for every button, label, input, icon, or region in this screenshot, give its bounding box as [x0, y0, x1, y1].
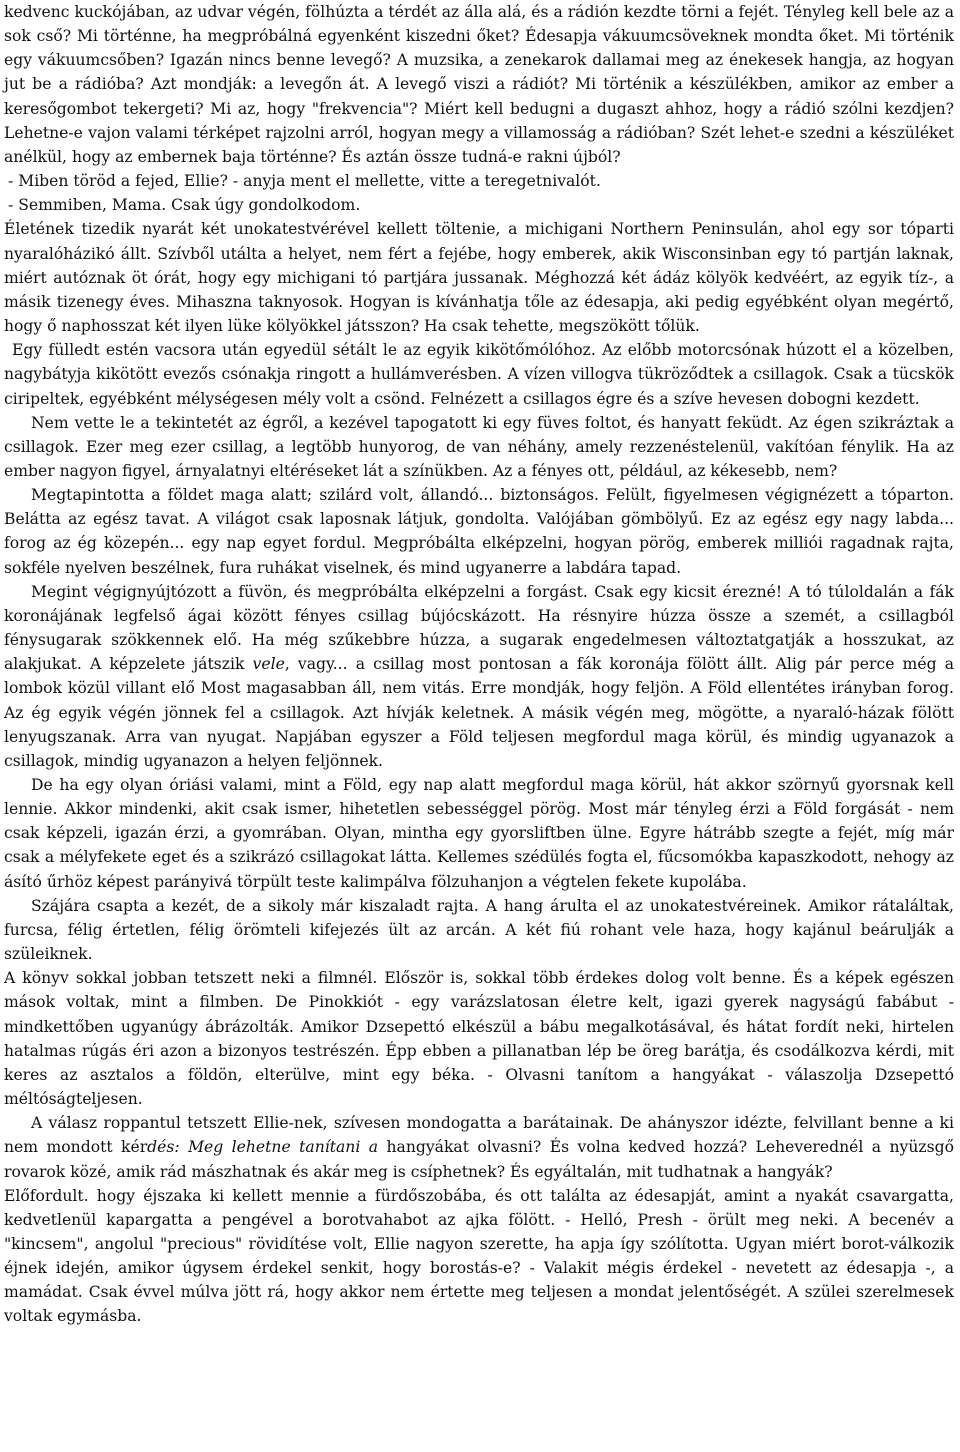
paragraph-text: Előfordult. hogy éjszaka ki kellett mennie a fürdőszobába, és ott találta az édesapját, amint a nyakát csavargatta, kedvetlenül kapargatta a pengével a borotvahabot az ajka fölött. - Helló, Presh - örült meg neki. A becenév a "kincsem", angolul "precious" rövidítése volt, Ellie nagyon szerette, ha apja így szólította. Ugyan miért borot-válkozik éjnek idején, amikor úgysem érdekel senkit, hogy borostás-e? - Valakit mégis érdekel - nevetett az édesapja -, a mamádat. Csak évvel múlva jött rá, hogy akkor nem értette meg teljesen a mondat jelentőségét. A szülei szerelmesek voltak egymásba. — [4, 1186, 954, 1326]
paragraph-text: Életének tizedik nyarát két unokatestvérével kellett töltenie, a michigani Northern Peninsulán, ahol egy sor tóparti nyaralóházikó állt. Szívből utálta a helyet, nem fért a fejébe, hogy emberek, akik Wisconsinban egy tó partján laknak, miért autóznak öt órát, hogy egy michigani tó partjára jussanak. Méghozzá két ádáz kölyök kedvéért, az egyik tíz-, a másik tizenegy éves. Mihaszna taknyosok. Hogyan is kívánhatja tőle az édesapja, aki pedig egyébként olyan megértő, hogy ő naphosszat két ilyen lüke kölyökkel játsszon? Ha csak tehette, megszökött tőlük. — [4, 220, 954, 336]
paragraph-text: A könyv sokkal jobban tetszett neki a filmnél. Először is, sokkal több érdekes dolog volt benne. És a képek egészen mások voltak, mint a filmben. De Pinokkiót - egy varázslatosan életre kelt, igazi gyerek nagyságú fabábut - mindkettőben ugyanúgy ábrázolták. Amikor Dzsepettó elkészül a bábu megalkotásával, és hátat fordít neki, hirtelen hatalmas rúgás éri azon a bizonyos testrészén. Épp ebben a pillanatban lép be öreg barátja, és csodálkozva kérdi, mit keres az asztalos a földön, elterülve, mint egy béka. - Olvasni tanítom a hangyákat - válaszolja Dzsepettó méltóságteljesen. — [4, 969, 954, 1109]
italic-phrase: dés: Meg lehetne tanítani a — [147, 1138, 379, 1157]
paragraph-text: - Semmiben, Mama. Csak úgy gondolkodom. — [8, 196, 361, 215]
paragraph-6 — [4, 411, 954, 483]
paragraph-text: Megint végignyújtózott a füvön, és megpróbálta elképzelni a forgást. Csak egy kicsit érezné! A tó túloldalán a fák koronájának legfelső ágai között fényes csillag bújócskázott. Ha résnyire húzza össze a szemét, a csillagból fénysugarak szökkennek elő. Ha még szűkebbre húzza, a sugarak engedelmesen változtatgatják a hosszukat, az alakjukat. A képzelete játszik — [4, 582, 954, 674]
paragraph-text: A válasz roppantul tetszett Ellie-nek, szívesen mondogatta a barátainak. De ahányszor idézte, felvillant benne a ki nem mondott kér — [4, 1114, 954, 1157]
paragraph-text: kedvenc kuckójában, az udvar végén, fölhúzta a térdét az álla alá, és a rádión kezdte törni a fejét. Tényleg kell bele az a sok cső? Mi történne, ha megpróbálná egyenként kiszedni őket? Édesapja vákuumcsöveknek mondta őket. Mi történik egy vákuumcsőben? Igazán nincs benne levegő? A muzsika, a zenekarok dallamai meg az énekesek hangja, az hogyan jut be a rádióba? Azt mondják: a levegőn át. A levegő viszi a rádiót? Mi történik a készülékben, amikor az ember a keresőgombot tekergeti? Mi az, hogy "frekvencia"? Miért kell bedugni a dugaszt ahhoz, hogy a rádió szólni kezdjen? Lehetne-e vajon valami térképet rajzolni arról, hogyan megy a villamosság a rádióban? Szét lehet-e szedni a készüléket anélkül, hogy az embernek baja történne? És aztán össze tudná-e rakni újból? — [4, 3, 954, 166]
dialog-line-2 — [4, 193, 954, 217]
italic-word: vele — [252, 655, 285, 674]
paragraph-text: - Miben töröd a fejed, Ellie? - anyja ment el mellette, vitte a teregetnivalót. — [8, 172, 601, 191]
paragraph-11 — [4, 966, 954, 1111]
paragraph-10 — [4, 894, 954, 966]
paragraph-5 — [4, 338, 954, 410]
paragraph-text: hangyákat olvasni? És volna kedved hozzá? Leheverednél a nyüzsgő rovarok közé, amik rád mászhatnak és akár meg is csíphetnek? És egyáltalán, mit tudhatnak a hangyák? — [4, 1138, 954, 1181]
paragraph-7 — [4, 483, 954, 580]
paragraph-8 — [4, 580, 954, 773]
paragraph-text: Megtapintotta a földet maga alatt; szilárd volt, állandó... biztonságos. Felült, figyelmesen végignézett a tóparton. Belátta az egész tavat. A világot csak laposnak látjuk, gondolta. Valójában gömbölyű. Ez az egész egy nagy labda... forog az ég közepén... egy nap egyet fordul. Megpróbálta elképzelni, hogyan pörög, emberek milliói ragadnak rajta, sokféle nyelven beszélnek, fura ruhákat viselnek, és mind ugyanerre a labdára tapad. — [4, 486, 954, 577]
paragraph-text: Szájára csapta a kezét, de a sikoly már kiszaladt rajta. A hang árulta el az unokatestvéreinek. Amikor rátaláltak, furcsa, félig értetlen, félig örömteli kifejezés ült az arcán. A két fiú rohant vele haza, hogy kajánul beárulják a szüleiknek. — [4, 896, 954, 964]
paragraph-text: , vagy... a csillag most pontosan a fák koronája fölött állt. Alig pár perce még a lombok közül villant elő Most magasabban áll, nem vitás. Erre mondják, hogy feljön. A Föld ellentétes irányban forog. Az ég egyik végén jönnek fel a csillagok. Azt hívják keletnek. A másik végén meg, mögötte, a nyaraló-házak fölött lenyugszanak. Arra van nyugat. Napjában egyszer a Föld teljesen megfordul maga körül, és mindig ugyanazok a csillagok, mindig ugyanazon a helyen feljönnek. — [4, 655, 954, 770]
paragraph-9 — [4, 773, 954, 894]
paragraph-1 — [4, 0, 954, 169]
paragraph-text: Egy fülledt estén vacsora után egyedül sétált le az egyik kikötőmólóhoz. Az előbb motorcsónak húzott el a közelben, nagybátyja kikötött evezős csónakja ringott a hullámverésben. A vízen villogva tükröződtek a csillagok. Csak a tücskök ciripeltek, egyébként mélységesen mély volt a csönd. Felnézett a csillagos égre és a szíve hevesen dobogni kezdett. — [4, 341, 954, 408]
dialog-line-1 — [4, 169, 954, 193]
paragraph-text: Nem vette le a tekintetét az égről, a kezével tapogatott ki egy füves foltot, és hanyatt feküdt. Az égen szikráztak a csillagok. Ezer meg ezer csillag, a legtöbb hunyorog, de van néhány, amely rezzenéstelenül, vakítóan fénylik. Ha az ember nagyon figyel, árnyalatnyi eltéréseket lát a színükben. Az a fényes ott, például, az kékesebb, nem? — [4, 413, 954, 480]
paragraph-text: De ha egy olyan óriási valami, mint a Föld, egy nap alatt megfordul maga körül, hát akkor szörnyű gyorsnak kell lennie. Akkor mindenki, akit csak ismer, hihetetlen sebességgel pörög. Most már tényleg érzi a Föld forgását - nem csak képzeli, igazán érzi, a gyomrában. Olyan, mintha egy gyorsliftben ülne. Egyre hátrább szegte a fejét, míg már csak a mélyfekete eget és a szikrázó csillagokat látta. Kellemes szédülés fogta el, fűcsomókba kapaszkodott, nehogy az ásító űrhöz képest parányivá törpült teste kalimpálva fölzuhanjon a végtelen fekete kupolába. — [4, 776, 954, 891]
paragraph-12 — [4, 1111, 954, 1183]
paragraph-13 — [4, 1184, 954, 1329]
paragraph-4 — [4, 217, 954, 338]
